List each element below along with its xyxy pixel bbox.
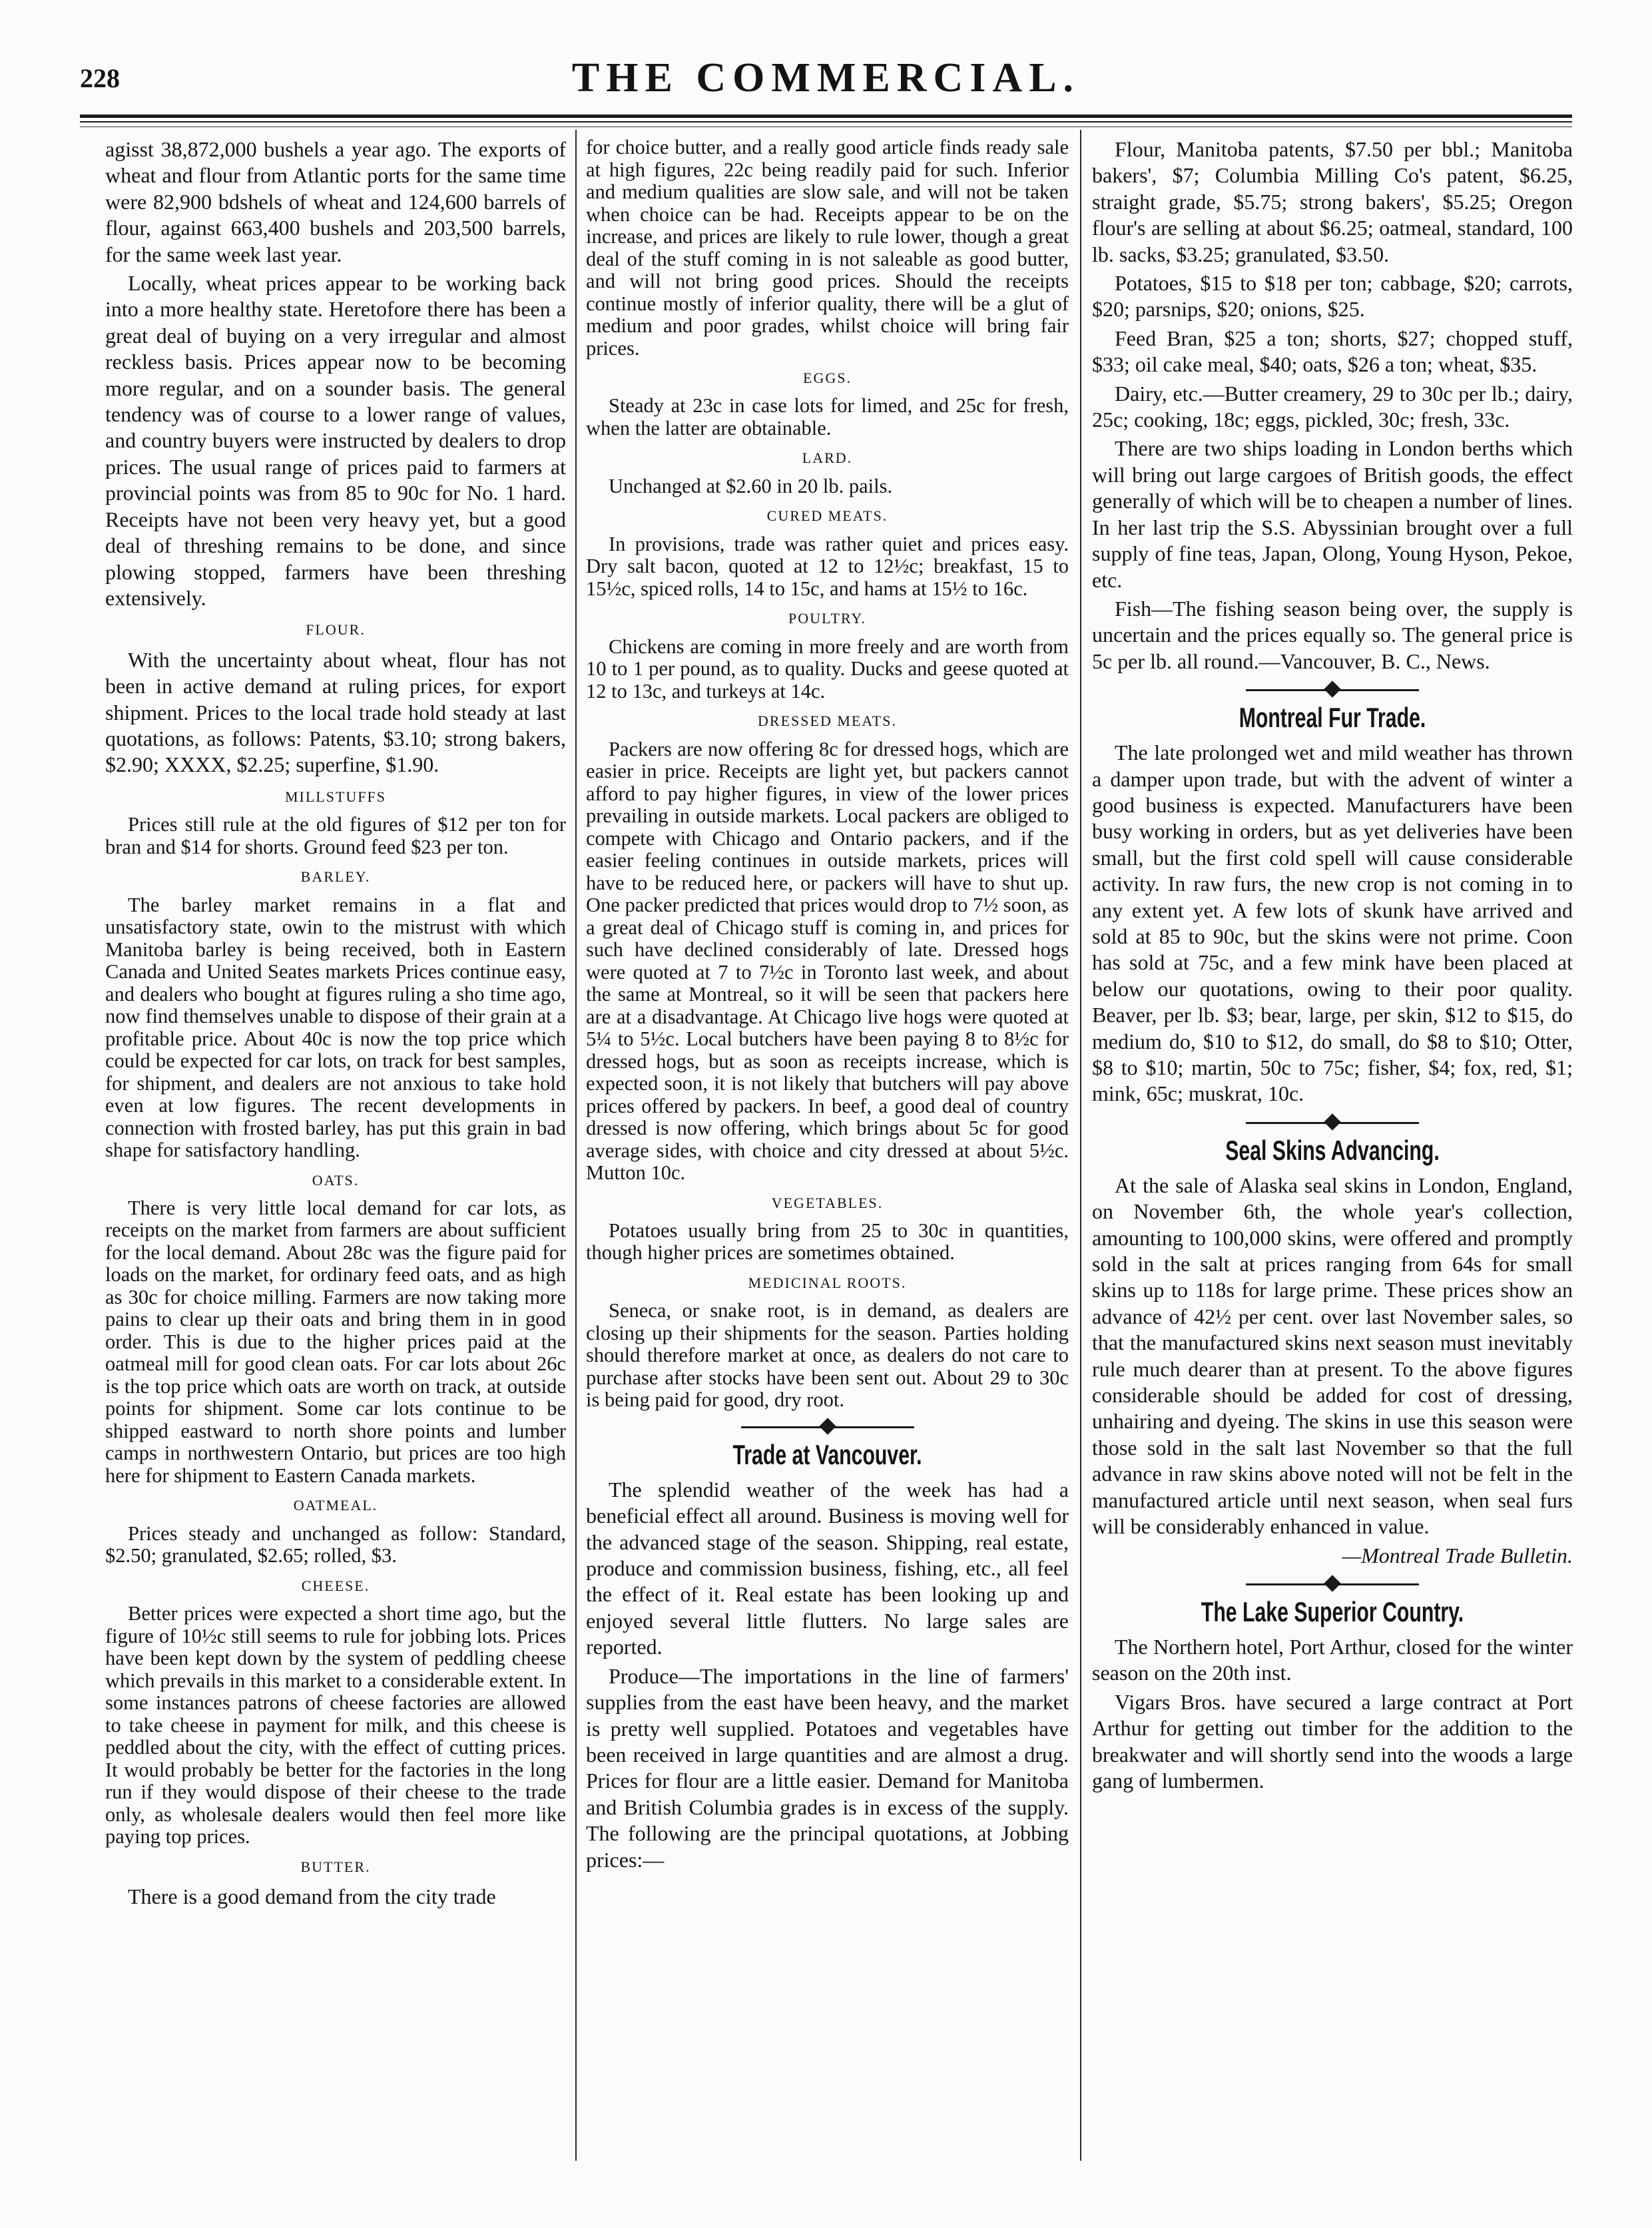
article-paragraph: With the uncertainty about wheat, flour has not been in active demand at ruling prices, for export shipment. Prices to the local trade hold steady at last quotations, as follows: Patents, $3.10; strong bakers, $2.90; XXXX, $2.25; superfine, $1.90. xyxy=(105,647,566,777)
article-paragraph: Prices steady and unchanged as follow: Standard, $2.50; granulated, $2.65; rolled, $3. xyxy=(105,1522,566,1567)
article-headline: Seal Skins Advancing. xyxy=(1225,1134,1440,1166)
section-ornament xyxy=(1246,681,1419,698)
section-heading: MEDICINAL ROOTS. xyxy=(748,1274,907,1291)
article-paragraph: agisst 38,872,000 bushels a year ago. The exports of wheat and flour from Atlantic ports for the same time were 82,900 bdshels of wheat and 124,600 barrels of flour, against 663,400 bushels and 203,500 barrels, for the same week last year. xyxy=(105,137,566,266)
article-paragraph: Feed Bran, $25 a ton; shorts, $27; chopped stuff, $33; oil cake meal, $40; oats, $26 a ton; wheat, $35. xyxy=(1092,326,1573,377)
article-headline: Trade at Vancouver. xyxy=(732,1438,922,1470)
article-attribution: —Montreal Trade Bulletin. xyxy=(1342,1543,1573,1567)
section-heading: EGGS. xyxy=(803,370,852,386)
article-paragraph: The Northern hotel, Port Arthur, closed for the winter season on the 20th inst. xyxy=(1092,1634,1573,1685)
masthead-rule xyxy=(80,115,1572,118)
article-paragraph: Prices still rule at the old figures of $12 per ton for bran and $14 for shorts. Ground feed $23 per ton. xyxy=(105,813,566,858)
article-paragraph: Locally, wheat prices appear to be working back into a more healthy state. Heretofore there has been a great deal of buying on a very irregular and almost reckless basis. Prices appear now to be becoming more regular, and on a sounder basis. The general tendency was of course to a lower range of values, and country buyers were instructed by dealers to drop prices. The usual range of prices paid to farmers at provincial points was from 85 to 90c for No. 1 hard. Receipts have not been very heavy yet, but a good deal of threshing remains to be done, and since plowing stopped, farmers have been threshing extensively. xyxy=(105,271,566,610)
article-paragraph: In provisions, trade was rather quiet and prices easy. Dry salt bacon, quoted at 12 to 12½c; breakfast, 15 to 15½c, spiced rolls, 14 to 15c, and hams at 15½ to 16c. xyxy=(586,532,1069,600)
article-paragraph: There is very little local demand for car lots, as receipts on the market from farmers are about sufficient for the local demand. About 28c was the figure paid for loads on the market, for ordinary feed oats, and as high as 30c for choice milling. Farmers are now taking more pains to clear up their oats and bring them in in good order. This is due to the higher prices paid at the oatmeal mill for good clean oats. For car lots about 26c is the top price which oats are worth on track, at outside points for shipment. Some car lots continue to be shipped eastward to north shore points and lumber camps in northwestern Ontario, but prices are too high here for shipment to Eastern Canada markets. xyxy=(105,1196,566,1487)
article-paragraph: Potatoes, $15 to $18 per ton; cabbage, $20; carrots, $20; parsnips, $20; onions, $25. xyxy=(1092,271,1573,322)
section-heading: CURED MEATS. xyxy=(766,507,888,525)
section-heading: OATMEAL. xyxy=(293,1497,378,1514)
article-paragraph: Packers are now offering 8c for dressed hogs, which are easier in price. Receipts are light yet, but packers cannot afford to pay higher figures, in view of the lower prices prevailing in outside markets. Local packers are obliged to compete with Chicago and Ontario packers, and if the easier feeling continues in outside markets, prices will have to be reduced here, or packers will have to shut up. One packer predicted that prices would drop to 7½ soon, as a great deal of Chicago stuff is coming in, and prices for such have declined considerably of late. Dressed hogs were quoted at 7 to 7½c in Toronto last week, and about the same at Montreal, so it will be seen that packers here are at a disadvantage. At Chicago live hogs were quoted at 5¼ to 5½c. Local butchers have been paying 8 to 8½c for dressed hogs, but as soon as receipts increase, which is expected soon, it is not likely that butchers will pay above prices offered by packers. In beef, a good deal of country dressed is now offering, which brings about 5c for good average sides, with choice and city dressed at about 5½c. Mutton 10c. xyxy=(586,737,1069,1185)
article-paragraph: Steady at 23c in case lots for limed, and 25c for fresh, when the latter are obtainable. xyxy=(586,394,1069,439)
article-paragraph: Better prices were expected a short time ago, but the figure of 10½c still seems to rule for jobbing lots. Prices have been kept down by the system of peddling cheese which prevails in this market to a considerable extent. In some instances patrons of cheese factories are allowed to take cheese in payment for milk, and this cheese is peddled about the city, with the effect of cutting prices. It would probably be better for the factories in the long run if they would dispose of their cheese to the trade only, as wholesale dealers would then feel more like paying top prices. xyxy=(105,1602,566,1848)
newspaper-title: THE COMMERCIAL. xyxy=(571,55,1081,101)
section-ornament xyxy=(1246,1114,1419,1131)
article-paragraph: Flour, Manitoba patents, $7.50 per bbl.; Manitoba bakers', $7; Columbia Milling Co's patent, $6.25, straight grade, $5.75; strong bakers', $5.25; Oregon flour's are selling at about $6.25; oatmeal, standard, 100 lb. sacks, $3.25; granulated, $3.50. xyxy=(1092,137,1573,266)
article-paragraph: Seneca, or snake root, is in demand, as dealers are closing up their shipments for the season. Parties holding should therefore market at once, as dealers do not care to purchase after stocks have been sent out. About 29 to 30c is being paid for good, dry root. xyxy=(586,1299,1069,1412)
column-3 xyxy=(1092,137,1573,2154)
section-heading: CHEESE. xyxy=(301,1577,370,1594)
article-paragraph: Produce—The importations in the line of farmers' supplies from the east have been heavy, and the market is pretty well supplied. Potatoes and vegetables have been received in large quantities and are almost a drug. Prices for flour are a little easier. Demand for Manitoba and British Columbia grades is in excess of the supply. The following are the principal quotations, at Jobbing prices:— xyxy=(586,1663,1069,1872)
section-heading: POULTRY. xyxy=(788,610,866,627)
article-paragraph: for choice butter, and a really good article finds ready sale at high figures, 22c being readily paid for such. Inferior and medium qualities are slow sale, and will not be taken when choice can be had. Receipts appear to be on the increase, and prices are likely to rule lower, though a great deal of the stuff coming in is not saleable as good butter, and will not bring good prices. Should the receipts continue mostly of inferior quality, there will be a glut of medium and poor grades, whilst choice will bring fair prices. xyxy=(586,137,1069,360)
section-heading: BUTTER. xyxy=(300,1858,371,1875)
article-paragraph: The splendid weather of the week has had a beneficial effect all around. Business is moving well for the advanced stage of the season. Shipping, real estate, produce and commission business, fishing, etc., all feel the effect of it. Real estate has been looking up and enjoyed several little flutters. No large sales are reported. xyxy=(586,1477,1069,1659)
column-1 xyxy=(105,137,566,2154)
article-paragraph: Potatoes usually bring from 25 to 30c in quantities, though higher prices are sometimes obtained. xyxy=(586,1219,1069,1264)
section-heading: OATS. xyxy=(312,1171,360,1189)
article-paragraph: There is a good demand from the city trade xyxy=(128,1884,496,1909)
masthead xyxy=(80,55,1572,115)
article-headline: Montreal Fur Trade. xyxy=(1239,702,1426,734)
article-paragraph: The late prolonged wet and mild weather has thrown a damper upon trade, but with the advent of winter a good business is expected. Manufacturers have been busy working in orders, but as yet deliveries have been small, but the first cold spell will cause considerable activity. In raw furs, the new crop is not coming in to any extent yet. A few lots of skunk have arrived and sold at 85 to 90c, but the skins were not prime. Coon has sold at 75c, and a few mink have been placed at below our quotations, owing to their poor quality. Beaver, per lb. $3; bear, large, per skin, $12 to $15, do medium do, $10 to $12, do small, do $8 to $10; Otter, $8 to $10; martin, 50c to 75c; fisher, $4; fox, red, $1; mink, 65c; muskrat, 10c. xyxy=(1092,740,1573,1106)
column-divider xyxy=(1080,130,1081,2161)
article-paragraph: Unchanged at $2.60 in 20 lb. pails. xyxy=(609,474,893,497)
section-ornament xyxy=(1246,1575,1419,1593)
column-divider xyxy=(575,130,577,2161)
page-number: 228 xyxy=(80,63,120,93)
section-heading: VEGETABLES. xyxy=(771,1194,884,1211)
article-paragraph: At the sale of Alaska seal skins in London, England, on November 6th, the whole year's collection, amounting to 100,000 skins, were offered and promptly sold in the salt at prices ranging from 64s for small skins up to 118s for large prime. These prices show an advance of 42½ per cent. over last November sales, so that the manufactured skins next season must inevitably rule much dearer than at present. To the above figures considerable should be added for cost of dressing, unhairing and dyeing. The skins in use this season were those sold in the salt last November so that the full advance in raw skins above noted will not be felt in the manufactured article until next season, when seal furs will be considerably enhanced in value. xyxy=(1092,1173,1573,1539)
section-ornament xyxy=(741,1418,914,1436)
article-paragraph: Chickens are coming in more freely and are worth from 10 to 1 per pound, as to quality. Ducks and geese quoted at 12 to 13c, and turkeys at 14c. xyxy=(586,635,1069,702)
masthead-rule xyxy=(80,121,1572,123)
section-heading: LARD. xyxy=(802,449,853,467)
column-2 xyxy=(586,137,1069,2154)
section-heading: MILLSTUFFS xyxy=(284,788,387,805)
article-paragraph: Dairy, etc.—Butter creamery, 29 to 30c per lb.; dairy, 25c; cooking, 18c; eggs, pickled, 30c; fresh, 33c. xyxy=(1092,381,1573,432)
section-heading: FLOUR. xyxy=(306,621,366,639)
article-paragraph: Vigars Bros. have secured a large contract at Port Arthur for getting out timber for the addition to the breakwater and will shortly send into the woods a large gang of lumbermen. xyxy=(1092,1689,1573,1793)
section-heading: BARLEY. xyxy=(300,868,371,886)
section-heading: DRESSED MEATS. xyxy=(758,712,897,730)
article-paragraph: Fish—The fishing season being over, the supply is uncertain and the prices equally so. The general price is 5c per lb. all round.—Vancouver, B. C., News. xyxy=(1092,596,1573,673)
article-paragraph: The barley market remains in a flat and unsatisfactory state, owin to the mistrust with which Manitoba barley is being received, both in Eastern Canada and United Seates markets Prices continue easy, and dealers who bought at figures ruling a sho time ago, now find themselves unable to dispose of their grain at a profitable price. About 40c is now the top price which could be expected for car lots, on track for best samples, for shipment, and dealers are not anxious to take hold even at low figures. The recent developments in connection with frosted barley, has put this grain in bad shape for satisfactory handling. xyxy=(105,893,566,1162)
article-paragraph: There are two ships loading in London berths which will bring out large cargoes of British goods, the effect generally of which will be to cheapen a number of lines. In her last trip the S.S. Abyssinian brought over a full supply of fine teas, Japan, Olong, Young Hyson, Pekoe, etc. xyxy=(1092,436,1573,592)
article-headline: The Lake Superior Country. xyxy=(1201,1595,1464,1627)
